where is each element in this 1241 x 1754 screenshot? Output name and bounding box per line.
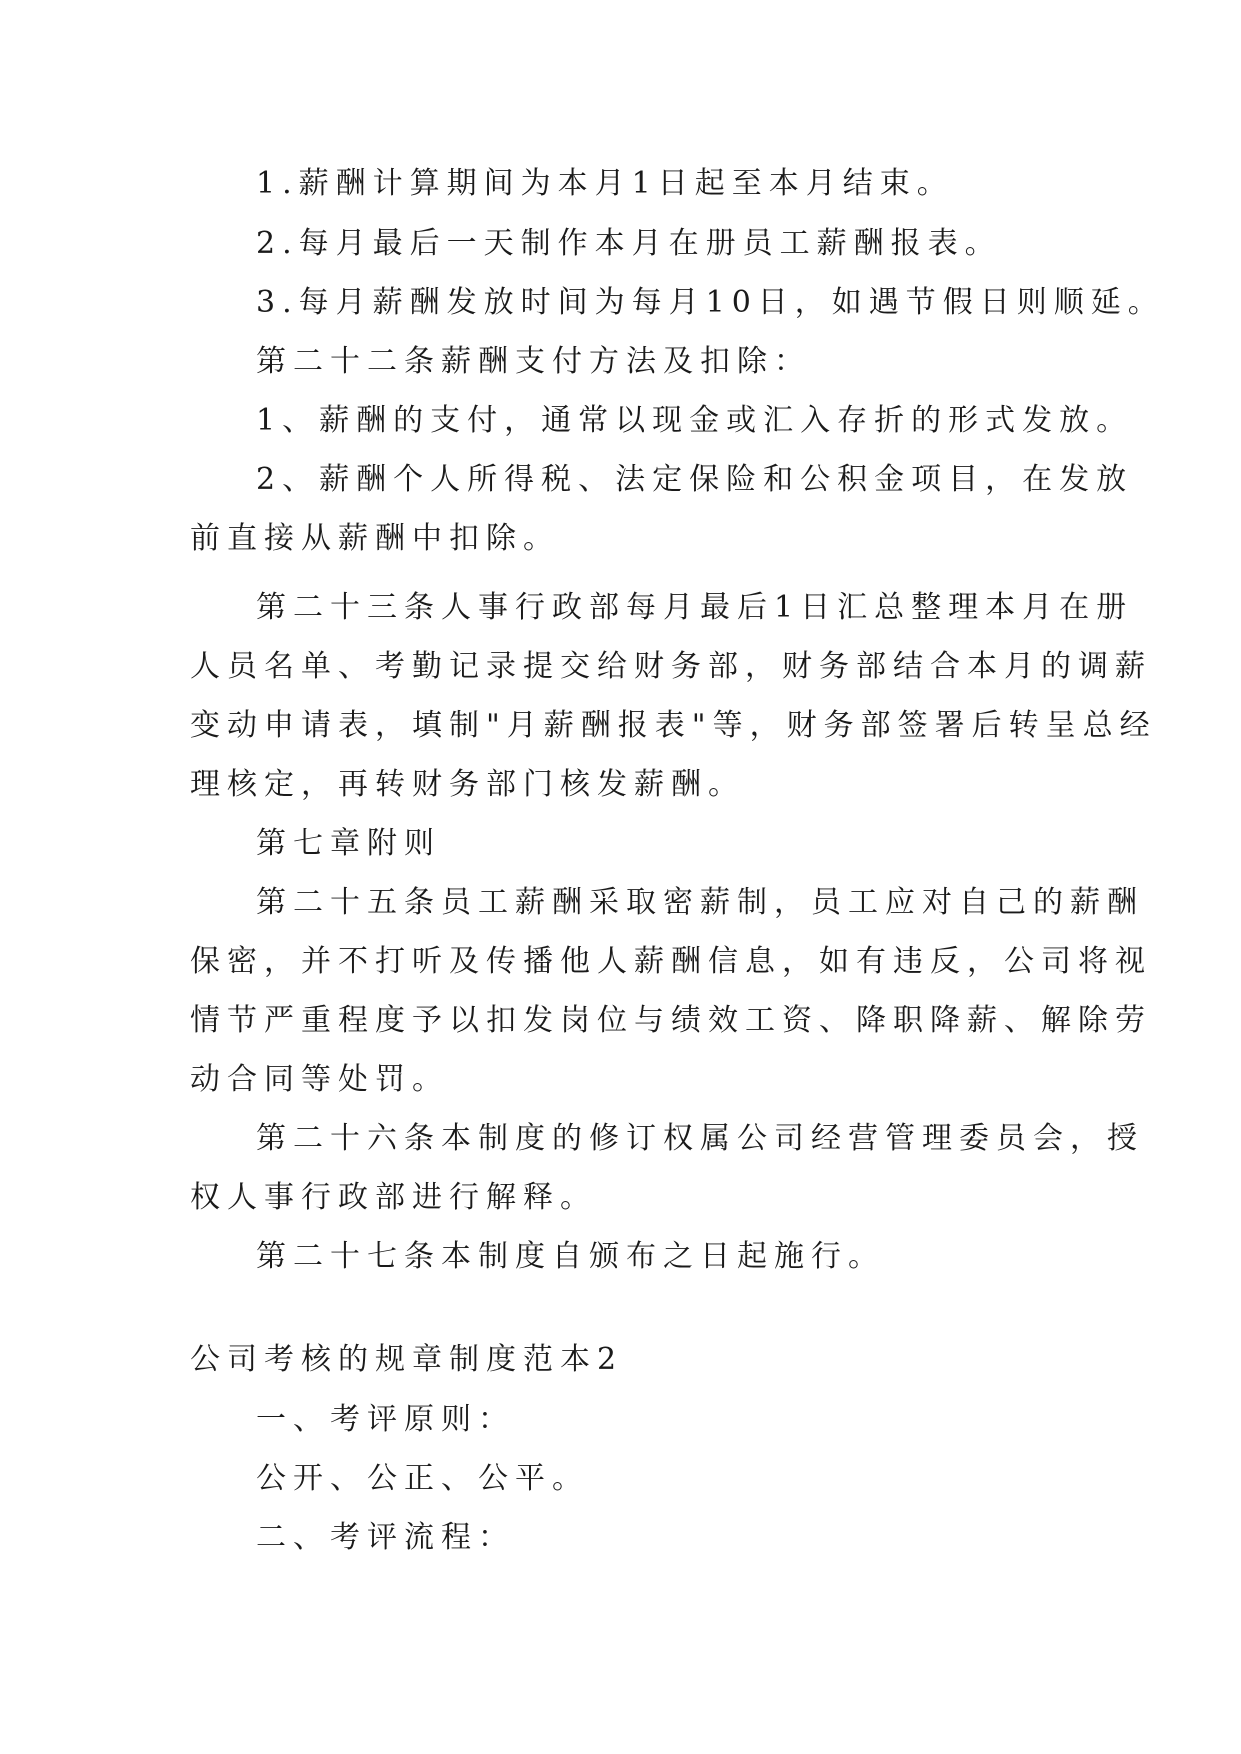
section-heading: 一、考评原则：	[256, 1402, 515, 1437]
paragraph-line: 动合同等处罚。	[190, 1062, 449, 1097]
paragraph-line: 变动申请表，填制"月薪酬报表"等，财务部签署后转呈总经	[190, 708, 1157, 743]
section-heading: 第二十二条薪酬支付方法及扣除：	[256, 344, 811, 379]
paragraph-line: 第二十五条员工薪酬采取密薪制，员工应对自己的薪酬	[256, 885, 1144, 920]
paragraph-line: 保密，并不打听及传播他人薪酬信息，如有违反，公司将视	[190, 944, 1152, 979]
paragraph-line: 前直接从薪酬中扣除。	[190, 521, 560, 556]
paragraph-line: 第二十六条本制度的修订权属公司经营管理委员会，授	[256, 1121, 1144, 1156]
paragraph-line: 第二十七条本制度自颁布之日起施行。	[256, 1239, 885, 1274]
chapter-heading: 第七章附则	[256, 826, 441, 861]
document-title: 公司考核的规章制度范本2	[190, 1342, 624, 1377]
paragraph-line: 1、薪酬的支付，通常以现金或汇入存折的形式发放。	[256, 403, 1134, 438]
paragraph-line: 3.每月薪酬发放时间为每月10日，如遇节假日则顺延。	[256, 285, 1165, 320]
paragraph-line: 公开、公正、公平。	[256, 1461, 589, 1496]
paragraph-line: 理核定，再转财务部门核发薪酬。	[190, 767, 745, 802]
paragraph-line: 2、薪酬个人所得税、法定保险和公积金项目，在发放	[256, 462, 1134, 497]
paragraph-line: 人员名单、考勤记录提交给财务部，财务部结合本月的调薪	[190, 649, 1152, 684]
paragraph-line: 权人事行政部进行解释。	[190, 1180, 597, 1215]
paragraph-line: 第二十三条人事行政部每月最后1日汇总整理本月在册	[256, 590, 1134, 625]
paragraph-line: 2.每月最后一天制作本月在册员工薪酬报表。	[256, 226, 1002, 261]
paragraph-line: 情节严重程度予以扣发岗位与绩效工资、降职降薪、解除劳	[190, 1003, 1152, 1038]
paragraph-line: 1.薪酬计算期间为本月1日起至本月结束。	[256, 166, 954, 201]
section-heading: 二、考评流程：	[256, 1520, 515, 1555]
